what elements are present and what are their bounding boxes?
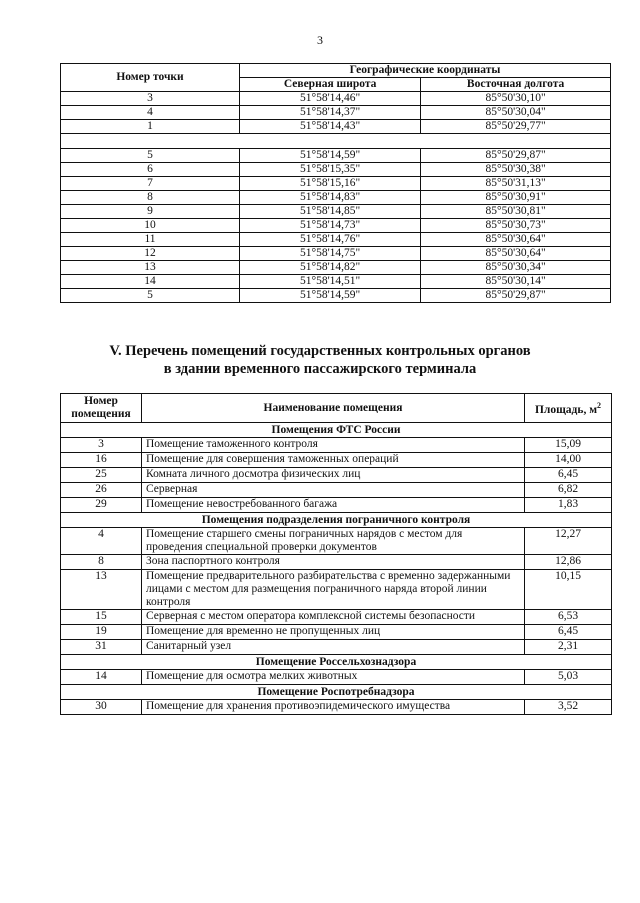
longitude-value: 85°50'30,38" [421, 163, 611, 177]
room-area: 3,52 [525, 700, 612, 715]
header-geo-coordinates: Географические координаты [240, 64, 611, 78]
rooms-table [60, 393, 612, 715]
longitude-value: 85°50'29,87" [421, 289, 611, 303]
room-area: 14,00 [525, 453, 612, 468]
latitude-value: 51°58'14,37" [240, 106, 421, 120]
room-number: 14 [61, 670, 142, 685]
coords-row [61, 275, 611, 289]
rooms-section-row [61, 685, 612, 700]
latitude-value: 51°58'14,43" [240, 120, 421, 134]
room-number: 4 [61, 528, 142, 555]
latitude-value: 51°58'14,83" [240, 191, 421, 205]
longitude-value: 85°50'30,64" [421, 247, 611, 261]
room-name: Комната личного досмотра физических лиц [142, 468, 525, 483]
room-area: 12,27 [525, 528, 612, 555]
room-area: 6,82 [525, 483, 612, 498]
coords-group-2 [61, 149, 611, 303]
rooms-section-title: Помещения ФТС России [61, 423, 612, 438]
room-area: 15,09 [525, 438, 612, 453]
room-name: Помещение для временно не пропущенных лиц [142, 625, 525, 640]
latitude-value: 51°58'14,75" [240, 247, 421, 261]
latitude-value: 51°58'14,73" [240, 219, 421, 233]
point-number: 9 [61, 205, 240, 219]
coords-row [61, 233, 611, 247]
latitude-value: 51°58'14,82" [240, 261, 421, 275]
rooms-section-row [61, 513, 612, 528]
coords-row [61, 247, 611, 261]
room-row [61, 610, 612, 625]
header-latitude: Северная широта [240, 78, 421, 92]
latitude-value: 51°58'15,16" [240, 177, 421, 191]
room-number: 26 [61, 483, 142, 498]
room-area: 10,15 [525, 570, 612, 610]
latitude-value: 51°58'14,51" [240, 275, 421, 289]
room-number: 16 [61, 453, 142, 468]
latitude-value: 51°58'14,46" [240, 92, 421, 106]
coords-row [61, 261, 611, 275]
point-number: 6 [61, 163, 240, 177]
rooms-body [61, 423, 612, 715]
header-room-name: Наименование помещения [142, 394, 525, 423]
room-row [61, 483, 612, 498]
point-number: 1 [61, 120, 240, 134]
point-number: 13 [61, 261, 240, 275]
longitude-value: 85°50'30,34" [421, 261, 611, 275]
coords-row [61, 219, 611, 233]
room-name: Серверная [142, 483, 525, 498]
page-number: 3 [317, 33, 323, 47]
room-area: 2,31 [525, 640, 612, 655]
point-number: 11 [61, 233, 240, 247]
coords-row [61, 289, 611, 303]
room-number: 25 [61, 468, 142, 483]
point-number: 5 [61, 289, 240, 303]
section-title-line-2: в здании временного пассажирского терминала [163, 361, 477, 377]
rooms-section-row [61, 655, 612, 670]
point-number: 12 [61, 247, 240, 261]
longitude-value: 85°50'30,81" [421, 205, 611, 219]
point-number: 8 [61, 191, 240, 205]
coords-row [61, 106, 611, 120]
coords-row [61, 163, 611, 177]
latitude-value: 51°58'15,35" [240, 163, 421, 177]
point-number: 14 [61, 275, 240, 289]
room-number: 8 [61, 555, 142, 570]
point-number: 7 [61, 177, 240, 191]
room-number: 3 [61, 438, 142, 453]
room-number: 31 [61, 640, 142, 655]
room-row [61, 468, 612, 483]
room-area: 6,53 [525, 610, 612, 625]
room-name: Помещение старшего смены пограничных нарядов с местом для проведения специальной проверки документов [142, 528, 525, 555]
latitude-value: 51°58'14,59" [240, 289, 421, 303]
longitude-value: 85°50'30,64" [421, 233, 611, 247]
longitude-value: 85°50'30,73" [421, 219, 611, 233]
longitude-value: 85°50'30,10" [421, 92, 611, 106]
room-name: Помещение таможенного контроля [142, 438, 525, 453]
latitude-value: 51°58'14,85" [240, 205, 421, 219]
coords-row [61, 191, 611, 205]
coords-group-1 [61, 92, 611, 134]
coords-row [61, 92, 611, 106]
rooms-section-title: Помещение Роспотребнадзора [61, 685, 612, 700]
longitude-value: 85°50'31,13" [421, 177, 611, 191]
longitude-value: 85°50'29,77" [421, 120, 611, 134]
header-room-area: Площадь, $м^2$ [525, 394, 612, 423]
longitude-value: 85°50'30,14" [421, 275, 611, 289]
room-name: Помещение для совершения таможенных операций [142, 453, 525, 468]
room-area: 6,45 [525, 625, 612, 640]
room-name: Зона паспортного контроля [142, 555, 525, 570]
room-row [61, 498, 612, 513]
point-number: 4 [61, 106, 240, 120]
room-row [61, 570, 612, 610]
room-row [61, 640, 612, 655]
longitude-value: 85°50'30,04" [421, 106, 611, 120]
room-name: Санитарный узел [142, 640, 525, 655]
room-row [61, 700, 612, 715]
room-name: Помещение для осмотра мелких животных [142, 670, 525, 685]
header-room-number: Номер помещения [61, 394, 142, 423]
room-number: 30 [61, 700, 142, 715]
room-area: 12,86 [525, 555, 612, 570]
room-row [61, 625, 612, 640]
room-number: 19 [61, 625, 142, 640]
room-area: 5,03 [525, 670, 612, 685]
room-number: 13 [61, 570, 142, 610]
section-title-line-1: V. Перечень помещений государственных контрольных органов [109, 343, 531, 359]
room-number: 29 [61, 498, 142, 513]
room-row [61, 670, 612, 685]
room-row [61, 528, 612, 555]
room-name: Помещение предварительного разбирательства с временно задержанными лицами с местом для размещения пограничного наряда второй линии контроля [142, 570, 525, 610]
header-point-number: Номер точки [61, 64, 240, 92]
room-area: 6,45 [525, 468, 612, 483]
room-row [61, 555, 612, 570]
point-number: 3 [61, 92, 240, 106]
room-name: Помещение невостребованного багажа [142, 498, 525, 513]
room-number: 15 [61, 610, 142, 625]
coords-row [61, 120, 611, 134]
coords-gap-row [61, 134, 611, 149]
point-number: 5 [61, 149, 240, 163]
room-area: 1,83 [525, 498, 612, 513]
room-name: Помещение для хранения противоэпидемического имущества [142, 700, 525, 715]
latitude-value: 51°58'14,76" [240, 233, 421, 247]
rooms-section-title: Помещение Россельхознадзора [61, 655, 612, 670]
coordinates-table [60, 63, 611, 303]
room-row [61, 453, 612, 468]
room-name: Серверная с местом оператора комплексной системы безопасности [142, 610, 525, 625]
rooms-section-row [61, 423, 612, 438]
coords-row [61, 177, 611, 191]
point-number: 10 [61, 219, 240, 233]
room-row [61, 438, 612, 453]
longitude-value: 85°50'30,91" [421, 191, 611, 205]
longitude-value: 85°50'29,87" [421, 149, 611, 163]
header-longitude: Восточная долгота [421, 78, 611, 92]
latitude-value: 51°58'14,59" [240, 149, 421, 163]
coords-row [61, 149, 611, 163]
coords-row [61, 205, 611, 219]
rooms-section-title: Помещения подразделения пограничного контроля [61, 513, 612, 528]
